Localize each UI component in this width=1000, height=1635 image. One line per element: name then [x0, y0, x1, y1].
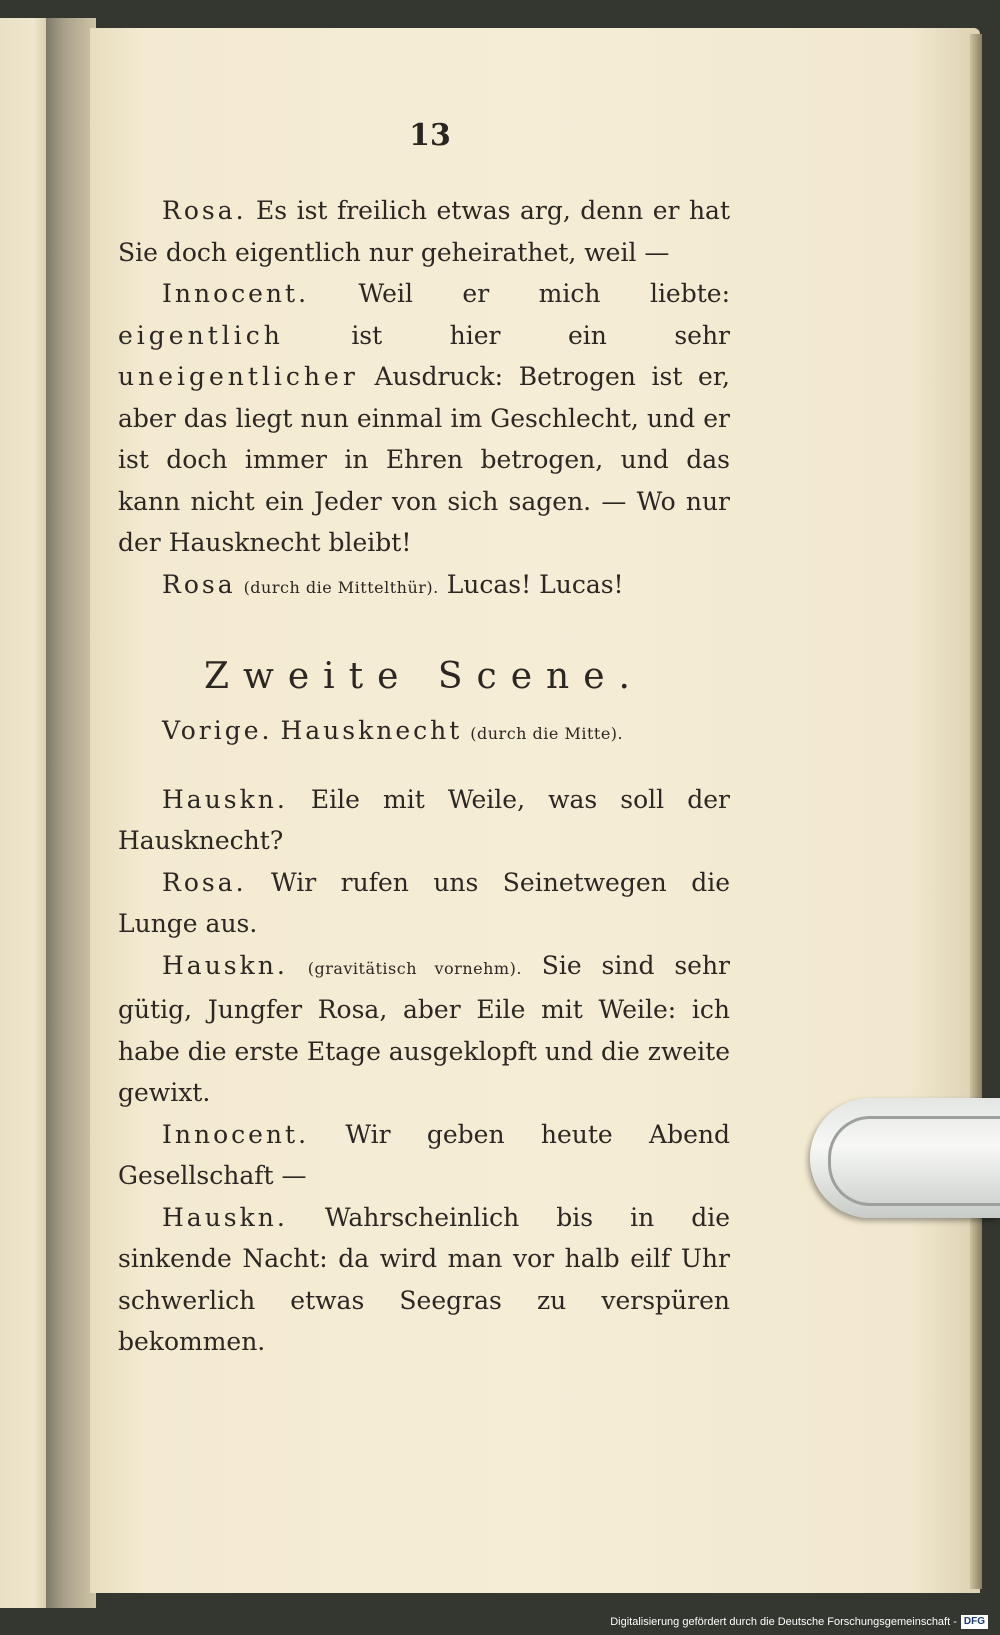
paragraph	[118, 1197, 730, 1363]
dialogue-text: Ausdruck: Betrogen ist er, aber das liegt nun einmal im Geschlecht, und er ist doch immer in Ehren betrogen, und das kann nicht ein Jeder von sich sagen. — Wo nur der Hausknecht bleibt!	[118, 362, 730, 557]
scene-heading: Zweite Scene.	[204, 656, 644, 697]
paragraph	[118, 273, 730, 564]
page-clip	[810, 1098, 1000, 1218]
footer-credit: Digitalisierung gefördert durch die Deutsche Forschungsgemeinschaft -	[610, 1616, 957, 1628]
emphasized-word: eigentlich	[118, 320, 284, 350]
dialogue-text: Wir rufen uns Seinetwegen die Lunge aus.	[118, 867, 730, 938]
speaker-name: Rosa	[162, 569, 236, 599]
paragraph	[118, 779, 730, 862]
digitization-footer	[610, 1613, 988, 1631]
paragraph	[118, 862, 730, 945]
dialogue-text: Sie sind sehr gütig, Jungfer Rosa, aber Eile mit Weile: ich habe die erste Etage ausgeklopft und die zweite gewixt.	[118, 950, 731, 1107]
speaker-name: Innocent.	[162, 1119, 310, 1149]
page-number: 13	[409, 118, 451, 153]
dialogue-text: Wahrscheinlich bis in die sinkende Nacht: da wird man vor halb eilf Uhr schwerlich etwas Seegras zu verspüren bekommen.	[118, 1202, 730, 1356]
speaker-name: Innocent.	[162, 279, 310, 308]
stage-direction: (gravitätisch vornehm).	[307, 958, 522, 978]
speaker-name: Rosa.	[162, 867, 247, 897]
dfg-logo: DFG	[961, 1615, 988, 1629]
dialogue-text: Es ist freilich etwas arg, denn er hat Sie doch eigentlich nur geheirathet, weil —	[118, 196, 730, 267]
page-edge-shadow	[970, 34, 982, 1589]
speaker-name: Hauskn.	[162, 950, 288, 980]
dialogue-text: ist hier ein sehr	[351, 320, 730, 350]
spacer	[118, 755, 730, 779]
emphasized-word: uneigentlicher	[118, 362, 359, 391]
stage-direction: (durch die Mittelthür).	[243, 577, 439, 597]
speaker-name: Hauskn.	[162, 784, 288, 814]
cast-label: Vorige.	[162, 716, 273, 745]
paragraph	[118, 564, 730, 609]
dialogue-text: Eile mit Weile, was soll der Hausknecht?	[118, 784, 730, 855]
page-text	[118, 190, 730, 1363]
speaker-name: Hauskn.	[162, 1202, 288, 1232]
dialogue-text: Lucas! Lucas!	[446, 569, 624, 599]
paragraph	[118, 190, 730, 273]
cast-name: Hausknecht	[280, 716, 463, 745]
facing-page-edge	[0, 18, 48, 1608]
cast-line	[118, 710, 730, 755]
speaker-name: Rosa.	[162, 196, 247, 225]
dialogue-text: Wir geben heute Abend Gesellschaft —	[118, 1119, 730, 1190]
page-clip-rim	[828, 1116, 1000, 1206]
paragraph	[118, 945, 730, 1114]
dialogue-text: Weil er mich liebte:	[358, 279, 730, 308]
paragraph	[118, 1114, 730, 1197]
book-gutter	[46, 18, 96, 1608]
stage-direction: (durch die Mitte).	[470, 724, 624, 743]
